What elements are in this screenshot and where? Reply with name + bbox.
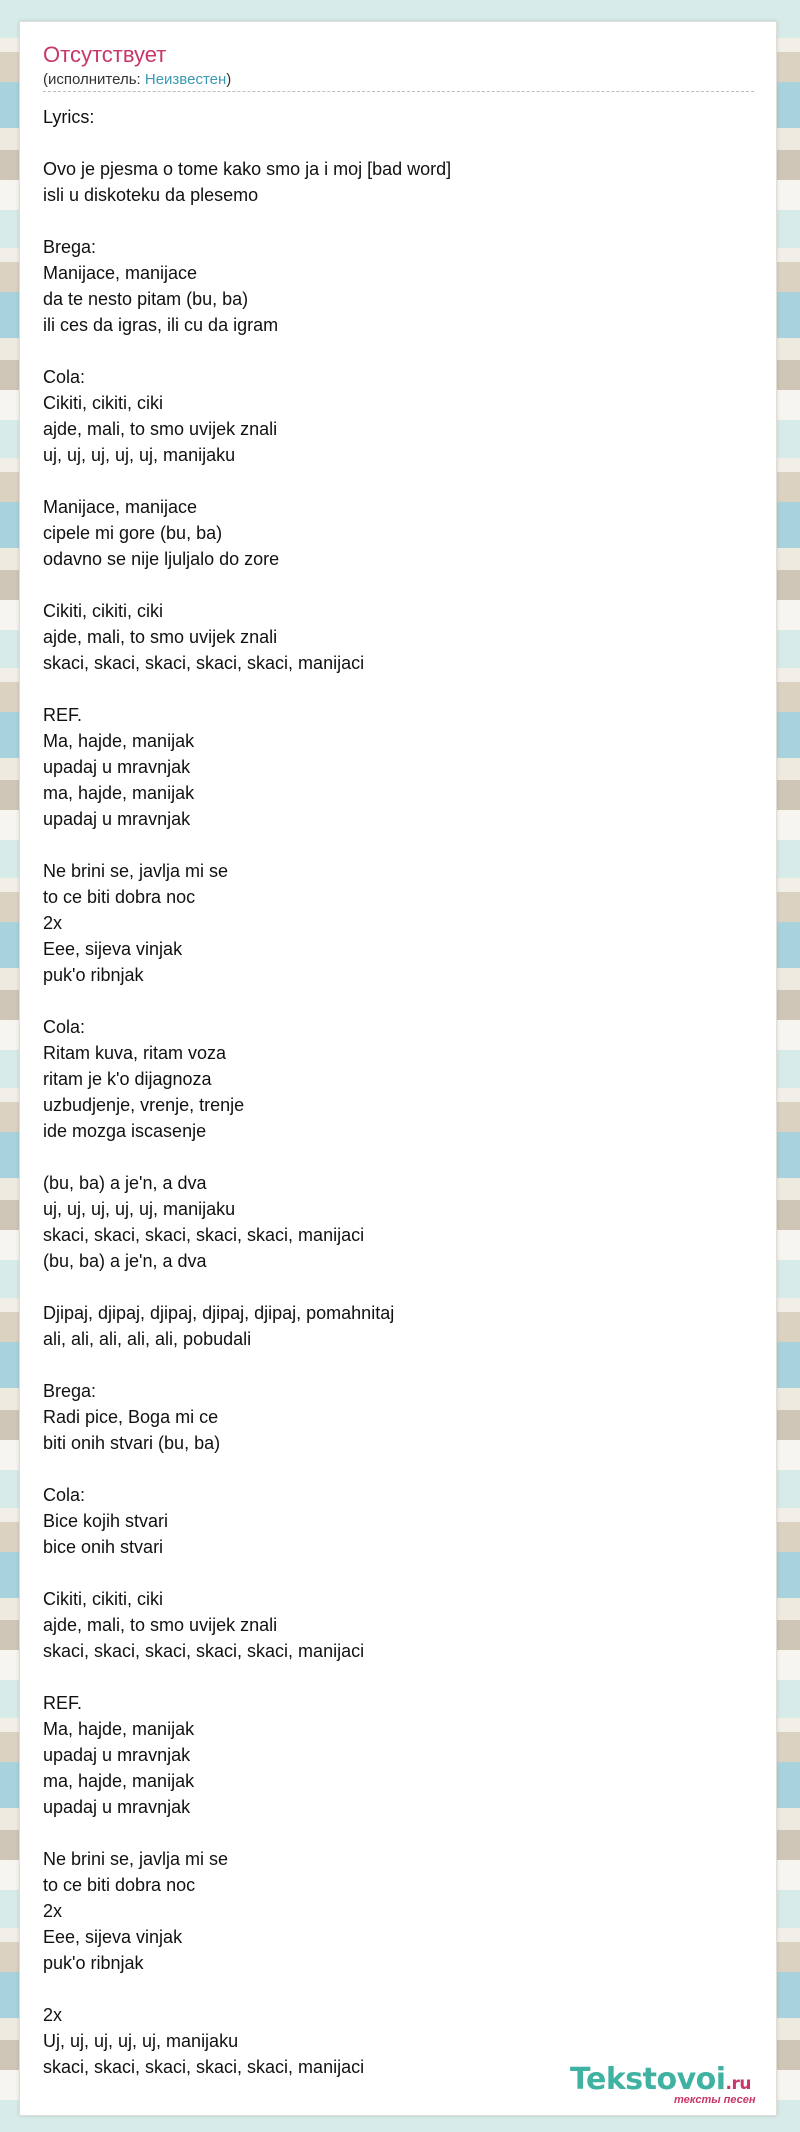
artist-suffix: ) xyxy=(226,71,232,88)
logo-tld: .ru xyxy=(725,2074,751,2094)
logo-main-text: Tekstovoi xyxy=(570,2062,726,2097)
artist-line xyxy=(43,71,754,92)
site-logo[interactable] xyxy=(570,2064,770,2108)
song-title: Отсутствует xyxy=(43,42,167,67)
logo-tagline: тексты песен xyxy=(674,2094,756,2106)
lyrics-text: Lyrics: Ovo je pjesma o tome kako smo ja i moj [bad word] isli u diskoteku da plesemo Brega: Manijace, manijace da te nesto pitam (bu, ba) ili ces da igras, ili cu da igram Cola: Cikiti, cikiti, ciki ajde, mali, to smo uvijek znali uj, uj, uj, uj, uj, manijaku Manijace, manijace cipele mi gore (bu, ba) odavno se nije ljuljalo do zore Cikiti, cikiti, ciki ajde, mali, to smo uvijek znali skaci, skaci, skaci, skaci, skaci, manijaci REF. Ma, hajde, manijak upadaj u mravnjak ma, hajde, manijak upadaj u mravnjak Ne brini se, javlja mi se to ce biti dobra noc 2x Eee, sijeva vinjak puk'o ribnjak Cola: Ritam kuva, ritam voza ritam je k'o dijagnoza uzbudjenje, vrenje, trenje ide mozga iscasenje (bu, ba) a je'n, a dva uj, uj, uj, uj, uj, manijaku skaci, skaci, skaci, skaci, skaci, manijaci (bu, ba) a je'n, a dva Djipaj, djipaj, djipaj, djipaj, djipaj, pomahnitaj ali, ali, ali, ali, ali, pobudali Brega: Radi pice, Boga mi ce biti onih stvari (bu, ba) Cola: Bice kojih stvari bice onih stvari Cikiti, cikiti, ciki ajde, mali, to smo uvijek znali skaci, skaci, skaci, skaci, skaci, manijaci REF. Ma, hajde, manijak upadaj u mravnjak ma, hajde, manijak upadaj u mravnjak Ne brini se, javlja mi se to ce biti dobra noc 2x Eee, sijeva vinjak puk'o ribnjak 2x Uj, uj, uj, uj, uj, manijaku skaci, skaci, skaci, skaci, skaci, manijaci xyxy=(43,107,452,2077)
lyrics-card xyxy=(19,21,777,2116)
artist-prefix: (исполнитель: xyxy=(43,71,145,88)
artist-link[interactable]: Неизвестен xyxy=(144,71,227,88)
